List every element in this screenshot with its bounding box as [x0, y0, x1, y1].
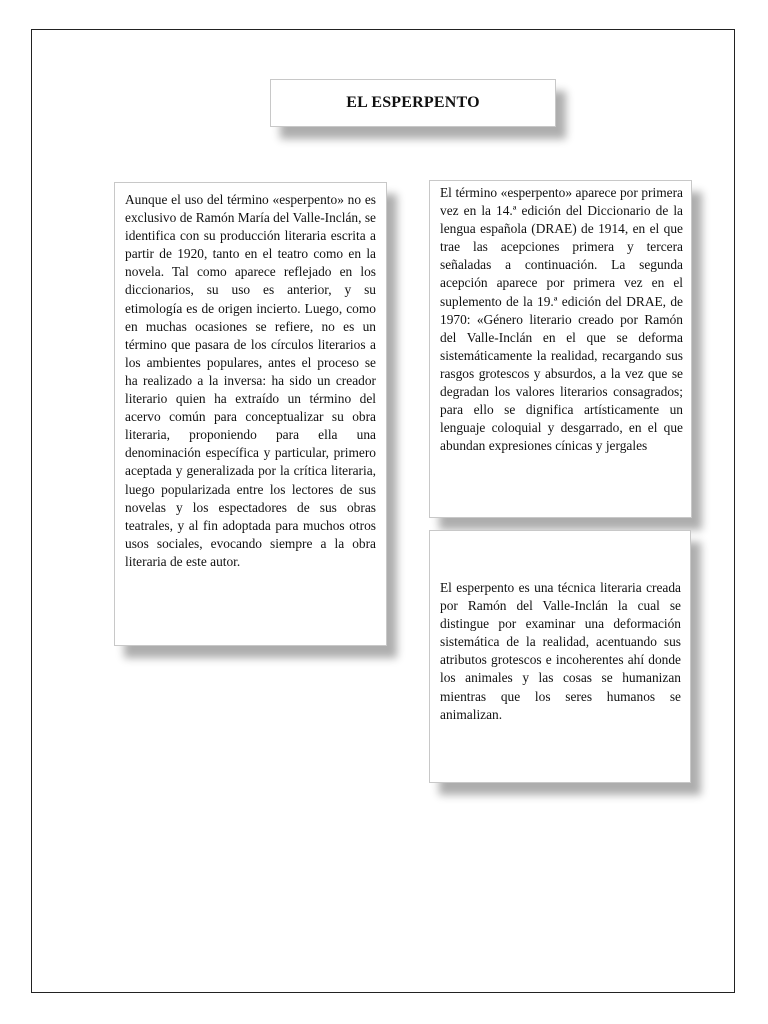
- text-box-right-bottom: [429, 530, 691, 783]
- text-box-left: [114, 182, 387, 646]
- title-box: [270, 79, 556, 127]
- right-bottom-box-text: El esperpento es una técnica literaria creada por Ramón del Valle-Inclán la cual se distingue por examinar una deformación sistemática de la realidad, acentuando sus atributos grotescos e incoherentes ahí donde los animales y las cosas se humanizan mientras que los seres humanos se animalizan.: [440, 580, 681, 722]
- page-title: EL ESPERPENTO: [346, 94, 480, 111]
- text-box-right-top: [429, 180, 692, 518]
- right-top-box-text: El término «esperpento» aparece por primera vez en la 14.ª edición del Diccionario de la lengua española (DRAE) de 1914, en el que trae las acepciones primera y tercera señaladas a continuación. La segunda acepción aparece por primera vez en el suplemento de la 19.ª edición del DRAE, de 1970: «Género literario creado por Ramón del Valle-Inclán en el que se deforma sistemáticamente la realidad, recargando sus rasgos grotescos y absurdos, a la vez que se degradan los valores literarios consagrados; para ello se dignifica artísticamente un lenguaje coloquial y desgarrado, en el que abundan expresiones cínicas y jergales: [440, 185, 683, 454]
- left-box-text: Aunque el uso del término «esperpento» no es exclusivo de Ramón María del Valle-Inclán, se identifica con su producción literaria escrita a partir de 1920, tanto en el teatro como en la novela. Tal como aparece reflejado en los diccionarios, su uso es anterior, y su etimología es de origen incierto. Luego, como en muchas ocasiones se refiere, no es un término que pasara de los círculos literarios a los ambientes populares, antes el proceso se ha realizado a la inversa: ha sido un creador literario quien ha extraído un término del acervo común para conceptualizar su obra literaria, proponiendo para ella una denominación específica y particular, primero aceptada y generalizada por la crítica literaria, luego popularizada entre los lectores de sus novelas y los espectadores de sus obras teatrales, y al fin adoptada para muchos otros usos sociales, evocando siempre a la obra literaria de este autor.: [125, 192, 376, 569]
